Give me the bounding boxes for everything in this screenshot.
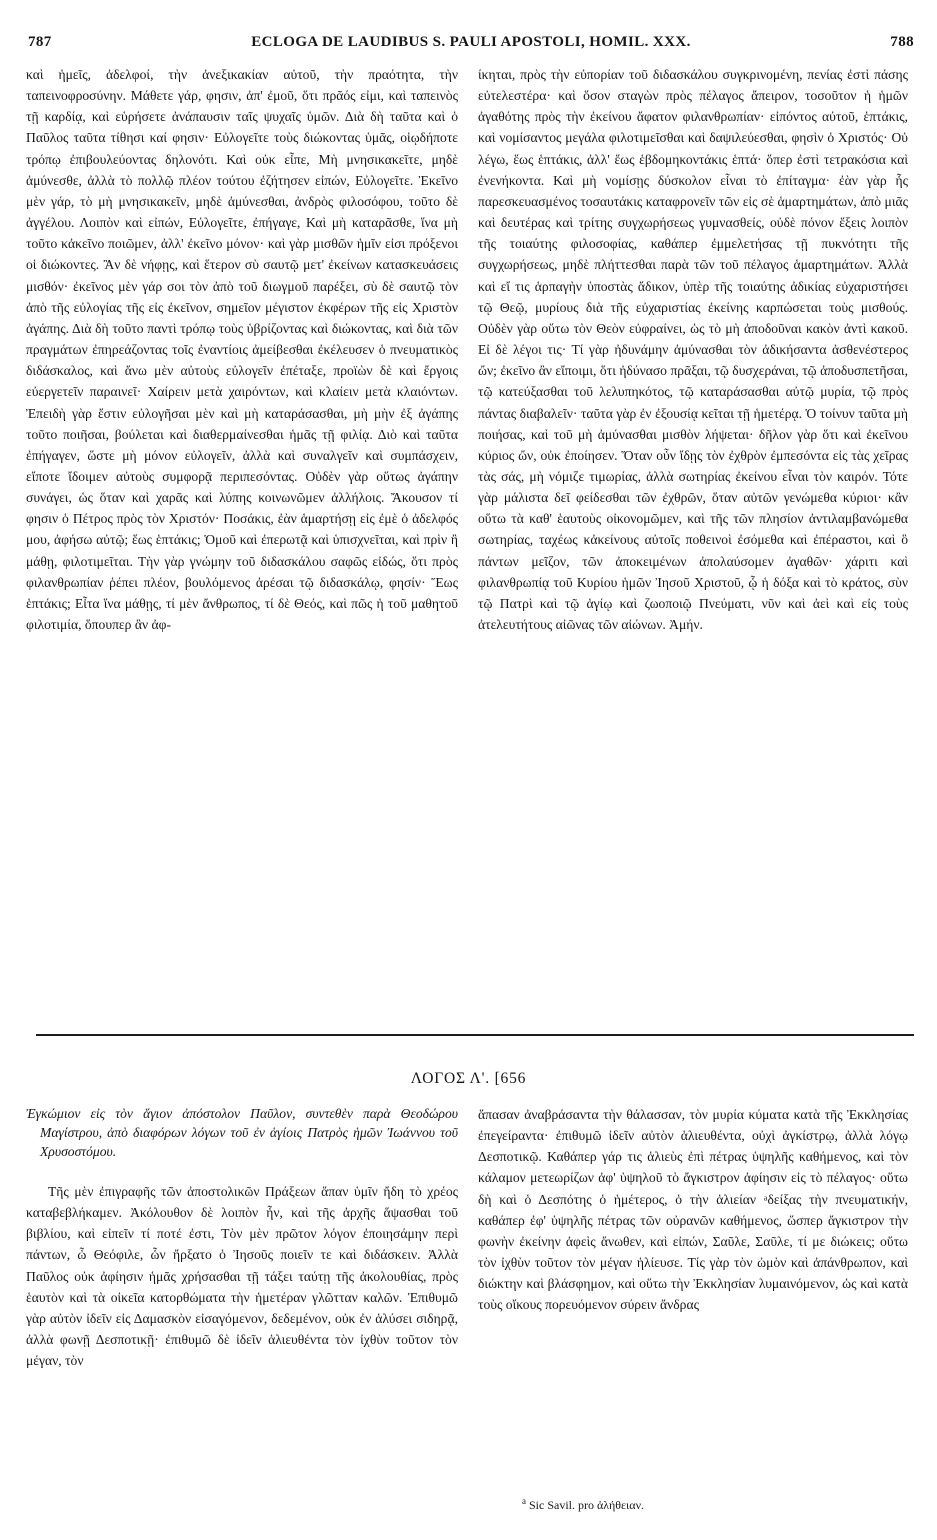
section-heading: ΛΟΓΟΣ Λ'. [656 [410, 1070, 527, 1087]
top-left-text: καὶ ἡμεῖς, ἀδελφοί, τὴν ἀνεξικακίαν αὐτοῦ, τὴν πραότητα, τὴν ταπεινοφροσύνην. Μάθετε γάρ, φησιν, ἀπ' ἐμοῦ, ὅτι πρᾶός εἰμι, καὶ ταπεινὸς τῇ καρδίᾳ, καὶ εὑρήσετε ἀνάπαυσιν ταῖς ψυχαῖς ὑμῶν. Διὰ δὴ ταῦτα καὶ ὁ Παῦλος ταῦτα τίθησι καί φησιν· Εὐλογεῖτε τοὺς διώκοντας ὑμᾶς, οἱῳδήποτε τρόπῳ ἐπιβουλεύοντας δηλονότι. Καὶ οὐκ εἶπε, Μὴ μνησικακεῖτε, μηδὲ ἀμύνεσθε, ἀλλὰ τὸ πολλῷ πλέον τούτου ἐζήτησεν εἰπών, Εὐλογεῖτε. Ἐκεῖνο μὲν γάρ, τὸ μὴ μνησικακεῖν, μηδὲ ἀμύνεσθαι, ἀνδρὸς φιλοσόφου, τοῦτο δὲ ἀγγέλου. Λοιπὸν καὶ εἰπών, Εὐλογεῖτε, ἐπήγαγε, Καὶ μὴ καταρᾶσθε, ἵνα μὴ τοῦτο κἀκεῖνο ποιῶμεν, ἀλλ' ἐκεῖνο μόνον· καὶ γὰρ μισθῶν ἡμῖν εἰσι πρόξενοι οἱ διώκοντες. Ἂν δὲ νήφῃς, καὶ ἕτερον σὺ σαυτῷ μετ' ἐκείνων κατασκευάσεις μισθόν· ἐκεῖνος μὲν γάρ σοι τὸν ἀπὸ τοῦ διωγμοῦ παρέξει, σὺ δὲ σαυτῷ τὸν ἀπὸ τῆς εὐλογίας τῆς εἰς ἐκεῖνον, σημεῖον μέγιστον ἐκφέρων τῆς εἰς Χριστὸν ἀγάπης. Διὰ δὴ τοῦτο παντὶ τρόπῳ τοὺς ὑβρίζοντας καὶ διώκοντας, καὶ διὰ τῶν πραγμάτων ἐπηρεάζοντας τοῖς ἐναντίοις ἀμείβεσθαι ἐκέλευσεν ὁ πνευματικὸς διδάσκαλος, καὶ ἄνω μὲν αὐτοὺς εὐλογεῖν ἐπέταξε, προϊὼν δὲ καὶ ἔργοις εὐεργετεῖν παραινεῖ· Χαίρειν μετὰ χαιρόντων, καὶ κλαίειν μετὰ κλαιόντων. Ἐπειδὴ γὰρ ἔστιν εὐλογῆσαι μὲν καὶ μὴ καταράσασθαι, μὴ μὴν ἐξ ἀγάπης τοῦτο ποιῆσαι, βούλεται καὶ διαθερμαίνεσθαι ἡμᾶς τῇ φιλίᾳ. Διὸ καὶ ταῦτα ἐπήγαγεν, ὥστε μὴ μόνον εὐλογεῖν, ἀλλὰ καὶ συναλγεῖν καὶ συμπάσχειν, εἴποτε ἴδοιμεν αὐτοὺς συμφορᾷ περιπεσόντας. Οὐδὲν γὰρ οὕτως ἀγάπην συνάγει, ὡς ὅταν καὶ χαρᾶς καὶ λύπης κοινωνῶμεν ἀλλήλοις. Ἄκουσον τί φησιν ὁ Πέτρος πρὸς τὸν Χριστόν· Ποσάκις, ἐὰν ἁμαρτήσῃ εἰς ἐμὲ ὁ ἀδελφός μου, ἀφήσω αὐτῷ; ἕως ἑπτάκις; Ὁμοῦ καὶ ἐπερωτᾷ καὶ ὑπισχνεῖται, καὶ πρὶν ἢ μάθῃ, φιλοτιμεῖται. Τὴν γὰρ γνώμην τοῦ διδασκάλου σαφῶς εἰδώς, ὅτι πρὸς φιλανθρωπίαν ῥέπει πλέον, βουλόμενος ἀρέσαι τῷ διδασκάλῳ, φησίν· Ἕως ἑπτάκις; Εἶτα ἵνα μάθῃς, τί μὲν ἄνθρωπος, τί δὲ Θεός, καὶ πῶς ἡ τοῦ μαθητοῦ φιλοτιμία, ὅπουπερ ἂν ἀφ- [26, 67, 458, 633]
bottom-left-text: Τῆς μὲν ἐπιγραφῆς τῶν ἀποστολικῶν Πράξεων ἅπαν ὑμῖν ἤδη τὸ χρέος καταβεβλήκαμεν. Ἀκόλουθον δὲ λοιπὸν ἦν, καὶ τῆς ἀρχῆς ἅψασθαι τοῦ βιβλίου, καὶ εἰπεῖν τί ποτέ ἐστι, Τὸν μὲν πρῶτον λόγον ἐποιησάμην περὶ πάντων, ὦ Θεόφιλε, ὧν ἤρξατο ὁ Ἰησοῦς ποιεῖν τε καὶ διδάσκειν. Ἀλλὰ Παῦλος οὐκ ἀφίησιν ἡμᾶς χρήσασθαι τῇ τάξει ταύτῃ τῆς ἀκολουθίας, πρὸς ἑαυτὸν καὶ τὰ οἰκεῖα κατορθώματα τὴν ἡμετέραν γλῶτταν καλῶν. Ἐπιθυμῶ γὰρ αὐτὸν ἰδεῖν εἰς Δαμασκὸν εἰσαγόμενον, δεδεμένον, οὐκ ἐν ἁλύσει σιδηρᾷ, ἀλλὰ φωνῇ Δεσποτικῇ· ἐπιθυμῶ δὲ ἰδεῖν ἁλιευθέντα τὸν ἰχθὺν τοῦτον τὸν μέγαν, τὸν [26, 1184, 458, 1369]
running-header [28, 34, 914, 58]
bottom-right-column [478, 1104, 908, 1464]
page-number-left: 787 [28, 34, 52, 50]
top-right-text: ίκηται, πρὸς τὴν εὐπορίαν τοῦ διδασκάλου συγκρινομένη, πενίας ἐστὶ πάσης εὐτελεστέρα· καὶ ὅσον σταγὼν πρὸς πέλαγος ἄπειρον, τοσοῦτον ἡ ἡμῶν ἀγαθότης πρὸς τὴν ἐκείνου ἄφατον φιλανθρωπίαν· εἰπόντος αὐτοῦ, ἑπτάκις, καὶ νομίσαντος μεγάλα φιλοτιμεῖσθαι καὶ δαψιλεύεσθαι, φησὶν ὁ Χριστός· Οὐ λέγω, ἕως ἑπτάκις, ἀλλ' ἕως ἑβδομηκοντάκις ἑπτά· ὅπερ ἐστὶ τετρακόσια καὶ ἐνενήκοντα. Καὶ μὴ νομίσῃς δύσκολον εἶναι τὸ ἐπίταγμα· ἐὰν γὰρ ἧς παρεσκευασμένος τοσαυτάκις καταφρονεῖν τῶν εἰς σὲ ἁμαρτημάτων, ἀπὸ μιᾶς καὶ δευτέρας καὶ τρίτης συγχωρήσεως γυμνασθείς, οὐδὲ πόνον ἕξεις λοιπὸν τῆς τοιαύτης φιλοσοφίας, καθάπερ ἐμμελετήσας τῇ πυκνότητι τῆς συγχωρήσεως, μηδὲ πλήττεσθαι παρὰ τῶν τοῦ πέλαγος ἁμαρτημάτων. Ἀλλὰ καὶ εἴ τις ἁρπαγὴν ὑποστὰς ἄδικον, ὑπὲρ τῆς τοιαύτης ἀδικίας εὐχαριστήσει τῷ Θεῷ, μυρίους διὰ τῆς εὐχαριστίας ἐκείνης καρπώσεται τοὺς μισθούς. Οὐδὲν γὰρ οὕτω τὸν Θεὸν εὐφραίνει, ὡς τὸ μὴ ἀποδοῦναι κακὸν ἀντὶ κακοῦ. Εἰ δὲ λέγοι τις· Τί γὰρ ἠδυνάμην ἀμύνασθαι τὸν ἀδικήσαντα ἀσθενέστερος ὤν; ἐκεῖνο ἂν εἴποιμι, ὅτι ἠδύνασο πρᾶξαι, τῷ δυσχεράναι, τῷ ἀποδυσπετῆσαι, τῷ κατεύξασθαι τοῦ λελυπηκότος, τῷ καταράσασθαι αὐτῷ μυρία, τῷ πρὸς πάντας διαβαλεῖν· ταῦτα γὰρ ἐν ἐξουσίᾳ κεῖται τῇ ἡμετέρᾳ. Ὁ τοίνυν ταῦτα μὴ ποιήσας, καὶ τοῦ μὴ ἀμύνασθαι μισθὸν λήψεται· δῆλον γὰρ ὅτι καὶ ἐκεῖνου κύριος ὤν, οὐκ ἐποίησεν. Ὅταν οὖν ἴδῃς τὸν ἐχθρὸν ἐμπεσόντα εἰς τὰς χεῖρας τὰς σάς, μὴ νόμιζε τιμωρίας, ἀλλὰ σωτηρίας ἐκείνου εἶναι τὸν καιρόν. Τότε γὰρ μάλιστα δεῖ φείδεσθαι τῶν ἐχθρῶν, ὅταν αὐτῶν γενώμεθα κύριοι· κἂν οὕτω τὰ καθ' ἑαυτοὺς οἰκονομῶμεν, καὶ τῆς τῶν πλησίον ἀντιλαμβανώμεθα σωτηρίας, ταχέως κἀκείνους αὐτοῖς ποθεινοὶ ἐσόμεθα καὶ ἐπέραστοι, καὶ ὃ πάντων μεῖζον, τῶν ἀποκειμένων ἀπολαύσομεν ἀγαθῶν· χάριτι καὶ φιλανθρωπίᾳ τοῦ Κυρίου ἡμῶν Ἰησοῦ Χριστοῦ, ᾧ ἡ δόξα καὶ τὸ κράτος, σὺν τῷ Πατρὶ καὶ τῷ ἁγίῳ καὶ ζωοποιῷ Πνεύματι, νῦν καὶ ἀεὶ καὶ εἰς τοὺς ἀτελευτήτους αἰῶνας τῶν αἰώνων. Ἀμήν. [478, 67, 908, 633]
footnote-marker: a [522, 1496, 526, 1506]
section-divider [36, 1034, 914, 1036]
top-right-column [478, 64, 908, 1024]
footnote-text: Sic Savil. pro ἀλήθειαν. [529, 1498, 645, 1512]
bottom-right-text: ἅπασαν ἀναβράσαντα τὴν θάλασσαν, τὸν μυρία κύματα κατὰ τῆς Ἐκκλησίας ἐπεγείραντα· ἐπιθυμῶ ἰδεῖν αὐτὸν ἁλιευθέντα, οὐχὶ ἀγκίστρῳ, ἀλλὰ λόγῳ Δεσποτικῷ. Καθάπερ γάρ τις ἁλιεὺς ἐπὶ πέτρας ὑψηλῆς καθήμενος, καὶ τὸν κάλαμον μετεωρίζων ἀφ' ὑψηλοῦ τὸ ἄγκιστρον ἀφίησιν εἰς τὸ πέλαγος· οὕτω δὴ καὶ ὁ Δεσπότης ὁ ἡμέτερος, ὁ τὴν ἁλιείαν ᵃδείξας τὴν πνευματικήν, καθάπερ ἐφ' ὑψηλῆς πέτρας τῶν οὐρανῶν καθήμενος, ὥσπερ ἄγκιστρον τὴν φωνὴν ἐκείνην ἀφεὶς ἄνωθεν, καὶ εἰπών, Σαῦλε, Σαῦλε, τί με διώκεις; οὕτω τὸν ἰχθὺν τοῦτον τὸν μέγαν ἡλίευσε. Τίς γὰρ τὸν ὠμὸν καὶ ἀπάνθρωπον, καὶ διώκτην καὶ βλάσφημον, καὶ οὕτω τὴν Ἐκκλησίαν λυμαινόμενον, ὡς καὶ κατὰ τοὺς οἴκους πορευόμενον σύρειν ἄνδρας [478, 1107, 908, 1313]
running-title: ECLOGA DE LAUDIBUS S. PAULI APOSTOLI, HOMIL. XXX. [251, 34, 691, 50]
top-left-column [26, 64, 458, 1024]
bottom-left-column [26, 1104, 458, 1474]
section-subtitle: Ἐγκώμιον εἰς τὸν ἅγιον ἀπόστολον Παῦλον, συντεθὲν παρὰ Θεοδώρου Μαγίστρου, ἀπὸ διαφόρων λόγων τοῦ ἐν ἁγίοις Πατρὸς ἡμῶν Ἰωάννου τοῦ Χρυσοστόμου. [26, 1106, 458, 1159]
footnote [522, 1496, 644, 1513]
page-number-right: 788 [890, 34, 914, 50]
